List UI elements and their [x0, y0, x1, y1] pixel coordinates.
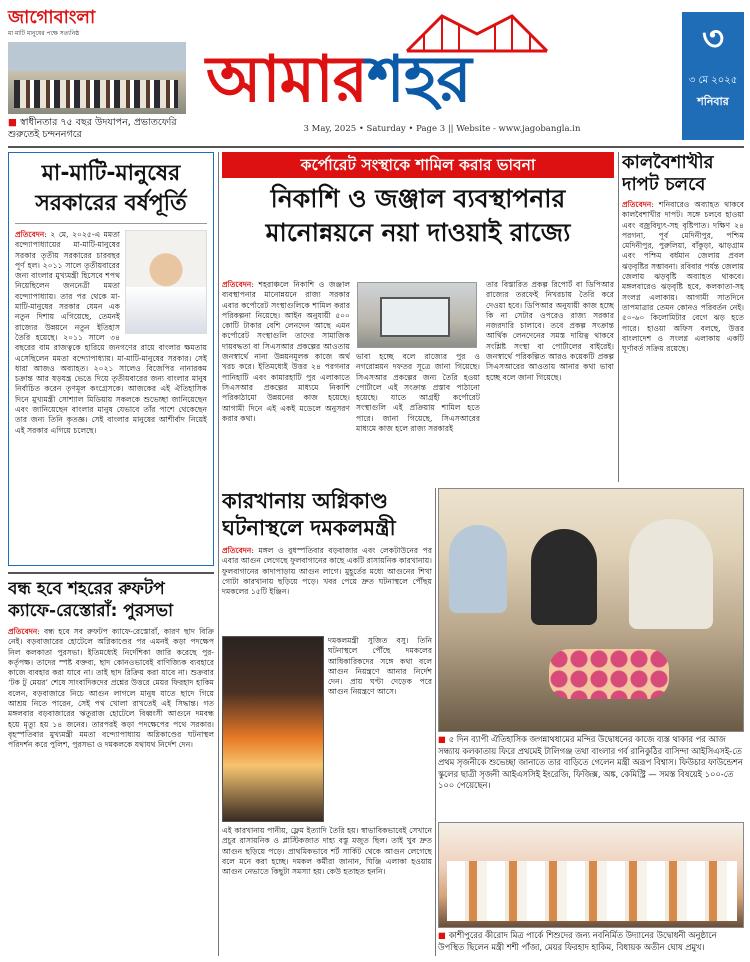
promo-block: [8, 8, 186, 141]
factory-fire-photo: [222, 636, 324, 822]
promo-caption-lead: স্বাধীনতার ৭৫ বছর উদযাপন,: [20, 117, 131, 128]
fire-story-headline: কারখানায় অগ্নিকাণ্ড ঘটনাস্থলে দমকলমন্ত্রী: [222, 489, 396, 540]
left-story: [8, 152, 214, 566]
column-divider-right: [618, 152, 619, 482]
caption-bullet: ■: [438, 734, 449, 744]
logo-title-part1: আমার: [206, 43, 367, 117]
park-inauguration-caption: [438, 930, 744, 953]
bouquet: [549, 649, 669, 699]
logo-title: [206, 44, 471, 116]
promo-tagline: মা মাটি মানুষের পক্ষে সত্যনিষ্ঠ: [8, 30, 80, 37]
date-box: [682, 12, 744, 140]
promo-caption-bullet: ■: [8, 117, 20, 128]
rooftop-story-body: [8, 627, 214, 751]
weather-story-body: [622, 200, 744, 354]
minister-visit-photo: [438, 488, 744, 732]
promo-brand: জাগোবাংলা: [8, 7, 96, 28]
masthead: [0, 0, 750, 140]
center-story-col3: তার বিস্তারিত প্রকল্প রিপোর্ট বা ডিপিআর রাজ্যের তরফেই নিখরচায় তৈরি করে দেওয়া হবে। ডিপিআর অনুযায়ী কাজ হচ্ছে কি না সেটার ওপরেও রাজ্য সরকার নজরদারি চালাবে। তবে প্রকল্প সংক্রান্ত আর্থিক লেনদেনের সমস্ত দায়িত্ব থাকবে সংশ্লিষ্ট সংস্থা বা পোর্টালের বাইরেই। জনস্বার্থে পরিকল্পিত আরও কয়েকটি প্রকল্প সিএসআরের আওতায় আনার কথা ভাবা হচ্ছে বলে জানা গিয়েছে।: [486, 280, 614, 382]
garbage-truck-photo: [357, 282, 477, 348]
issue-date: ৩ মে ২০২৫: [688, 75, 738, 86]
weather-story-text: : শনিবারেও অব্যাহত থাকবে কালবৈশাখীর দাপট। সঙ্গে চলবে হাওয়া এবং বজ্রবিদ্যুৎ-সহ বৃষ্টিপাত। দক্ষিণ ২৪ পরগনা, পূর্ব মেদিনীপুর, পশ্চিম মেদিনীপুর, পুরুলিয়া, বাঁকুড়া, ঝাড়গ্রাম এবং পশ্চিম বর্ধমান জেলায় প্রবল ঝড়বৃষ্টির সম্ভাবনা। রবিবার পর্যন্ত জেলায় জেলায় ঝড়বৃষ্টি অব্যাহত থাকবে। মঙ্গলবারেও ঝড়বৃষ্টি হবে, কলকাতা-সহ সংলগ্ন এলাকায়। আগামী সাতদিনে তাপমাত্রার তেমন কোনও পরিবর্তন নেই। ৫০-৬০ কিলোমিটার বেগে ঝড় হতে পারে। হাওয়া অফিস বলছে, উত্তর বাংলাদেশ ও সংলগ্ন এলাকায় একটি ঘূর্ণাবর্ত সক্রিয় রয়েছে।: [622, 200, 744, 354]
logo-title-part2: শহর: [366, 43, 471, 117]
center-story-col1: [222, 280, 350, 480]
center-story-kicker: কর্পোরেট সংস্থাকে শামিল করার ভাবনা: [222, 152, 614, 178]
column-divider-left: [218, 152, 219, 956]
page-number: ৩: [701, 19, 725, 59]
chief-minister-portrait: [125, 230, 207, 334]
rooftop-story-byline: প্রতিবেদন: [8, 627, 38, 636]
fire-story-byline: প্রতিবেদন: [222, 546, 252, 555]
left-story-byline: প্রতিবেদন: [15, 230, 45, 239]
park-inauguration-photo: [438, 822, 744, 928]
promo-photo: [8, 42, 186, 114]
left-story-text: : ২ মে, ২০২৫-এ মমতা বন্দ্যোপাধ্যায়ের মা-মাটি-মানুষের সরকার তৃতীয় সরকারের চারবছর পূর্ণ হল। ২০১১ সালে তৃতীয়বারের জন্য বাংলার মুখ্যমন্ত্রী হিসেবে শপথ নিয়েছিলেন জননেত্রী মমতা বন্দ্যোপাধ্যায়। তার পর থেকে মা-মাটি-মানুষের সরকার যেমন এক নতুন দিশায় এগিয়েছে, তেমনই রাজ্যের উন্নয়নে নতুন ইতিহাস তৈরি হয়েছে। ২০১১ সালে ৩৪ বছরের বাম রাজত্বকে হারিয়ে জনগণের রায়ে বাংলার ক্ষমতায় এসেছিলেন মমতা বন্দ্যোপাধ্যায়। মা-মাটি-মানুষের সরকার। সেই ধারা আজও অব্যাহত। ২০২১ সালেও বিজেপির নানারকম চক্রান্ত আর ষড়যন্ত্র ভেঙে দিয়ে তৃতীয়বারের জন্য বাংলার মানুষ নির্বাচিত করেন তৃণমূল কংগ্রেসকে। আজকের এই ঐতিহাসিক দিনে মুখ্যমন্ত্রী সোশ্যাল মিডিয়ায় সকলকে শুভেচ্ছা জানিয়েছেন এবং জানিয়েছেন বাংলার মানুষ যেভাবে তাঁর পাশে থেকেছেন তার জন্য তিনি কৃতজ্ঞ। সেই বাংলার মানুষের আশীর্বাদ নিয়েই এই সরকার এগিয়ে চলেছে।: [15, 230, 207, 435]
weather-story: [622, 152, 744, 482]
dignitaries-row: [447, 861, 737, 921]
newspaper-logo: [192, 6, 682, 134]
park-inauguration-caption-text: কাশীপুরের কীরোদ মিত্র পার্কে শিশুদের জন্য নবনির্মিত উদ্যানের উদ্বোধনী অনুষ্ঠানে উপস্থিত ছিলেন মন্ত্রী শশী পাঁজা, মেয়র ফিরহাদ হাকিম, বিধায়ক অতীন ঘোষ প্রমুখ।: [438, 930, 717, 952]
promo-caption-rest: প্রভাতফেরি শুরুতেই চন্দননগরে: [8, 117, 177, 140]
issue-meta: 3 May, 2025 • Saturday • Page 3 || Website - www.jagobangla.in: [303, 124, 581, 134]
rooftop-story-headline: বন্ধ হবে শহরের রুফটপ ক্যাফে-রেস্তোরাঁ: পুরসভা: [8, 572, 214, 622]
person-right: [629, 519, 713, 629]
fire-story-body3: এই কারখানায় পানীয়, ফ্লেম ইত্যাদি তৈরি হয়। স্বাভাবিকভাবেই সেখানে প্রচুর রাসায়নিক ও প্লাস্টিকজাত দাহ্য বস্তু মজুত ছিল। তাই খুব দ্রুত আগুন ছড়িয়ে পড়ে। প্রাথমিকভাবে শর্ট সার্কিট থেকে আগুন লেগেছে বলে মনে করা হচ্ছে। দমকল কর্মীরা জানান, ঘিঞ্জি এলাকা হওয়ায় আগুন নেভাতে কিছুটা সমস্যা হয়। কেউ হতাহত হননি।: [222, 826, 432, 877]
fire-story-body1-text: : মঙ্গল ও বুধস্পতিবার বড়বাজার এবং লেকটাউনের পর এবার আগুন লেগেছে ফুলবাগানের কাছে একটি রাসায়নিক কারখানায়। ফুলবাগানের কাদাপাড়ায় আগুন লাগে। মুহূর্তের মধ্যে আগুনের শিখা গোটা কারখানায় ছড়িয়ে পড়ে। খবর পেয়ে দ্রুত ঘটনাস্থলে পৌঁছয় দমকলের ১৫টি ইঞ্জিন।: [222, 546, 432, 597]
center-story-head: [222, 152, 614, 250]
fire-story-body1: [222, 546, 432, 632]
truck-shape: [380, 297, 450, 337]
center-story-col2: ভাবা হচ্ছে বলে রাজ্যের পুর ও নগরোন্নয়ন দফতর সূত্রে জানা গিয়েছে। সিএসআর প্রকল্পের জন্য তৈরি হওয়া পোর্টালে এই সংক্রান্ত প্রস্তাব পাঠানো হয়েছে। যাতে আগ্রহী কর্পোরেট সংস্থাগুলি এই প্রক্রিয়ায় শামিল হতে পারে। জানা গিয়েছে, সিএসআরের মাধ্যমে কাজ হলে রাজ্য সরকারই: [356, 352, 480, 434]
promo-caption: [8, 117, 186, 141]
rooftop-story-text: : বন্ধ হবে সব রুফটপ ক্যাফে-রেস্তোরাঁ, কারণ ছাদ বিক্রি নেই। বড়বাজারের হোটেলে অগ্নিকাণ্ডের পর এমনই কড়া পদক্ষেপ নিল কলকাতা পুরসভা। ইতিমধ্যেই নির্দেশিকা জারি করেছে পুর-কর্তৃপক্ষ। তাদের স্পষ্ট বক্তব্য, ছাদ কোনওভাবেই বাণিজ্যিক ব্যবহারে কাজে ব্যবহার করা যাবে না। তাই ছাদ রিক্রিয় করা যাবে না। শুক্রবার ‘টক টু মেয়র’ শেষে সাংবাদিকদের প্রশ্নের উত্তরে মেয়র ফিরহাদ হাকিম বলেন, বড়বাজারে নিচে আগুন লাগলে মানুষ যাতে ছাদে গিয়ে আশ্রয় নিতে পারেন, সেই পথ খোলা রাখতেই এই সিদ্ধান্ত। গত মঙ্গলবার বড়বাজারের ঋতুরাজ হোটেলে বিধ্বংসী আগুনে দমবন্ধ হয়ে মৃত্যু হয় ১৪ জনের। তারপরই কড়া পদক্ষেপের পথে সরকার। বৃহস্পতিবার মুখ্যমন্ত্রী মমতা বন্দ্যোপাধ্যায় অগ্নিকাণ্ডের ঘটনাস্থল পরিদর্শন করে পুলিশ, পুরসভা ও দমকলকে যথাযথ নির্দেশ দেন।: [8, 627, 214, 750]
masthead-divider: [8, 146, 744, 148]
caption-bullet-2: ■: [438, 930, 449, 940]
center-story-col1-text: : শহরাঞ্চলে নিকাশি ও জঞ্জাল ব্যবস্থাপনার মানোন্নয়নে রাজ্য সরকার এবার কর্পোরেট সংস্থাগুলিকে শামিল করার পরিকল্পনা নিয়েছে। আইন অনুযায়ী ৫০০ কোটি টাকার বেশি লেনদেন আছে এমন কর্পোরেট সংস্থাগুলি তাদের সামাজিক দায়বদ্ধতা বা সিএসআর প্রকল্পের আওতায় জনস্বার্থে নানা উন্নয়নমূলক কাজে অর্থ খরচ করে। ইতিমধ্যেই উত্তর ২৪ পরগনার পানিহাটি এবং কামারহাটি পুর এলাকাতে সিএসআর প্রকল্পের মাধ্যমে নিকাশি পরিকাঠামো উন্নয়নের কাজ হয়েছে। আগামী দিনে এই একই মডেলে অনুসরণ করার কথা।: [222, 280, 350, 423]
person-left: [449, 525, 507, 613]
weather-story-headline: কালবৈশাখীর দাপট চলবে: [622, 152, 714, 195]
person-middle: [531, 529, 597, 625]
minister-visit-caption-lead: ৫ দিন ব্যাপী ঐতিহাসিক জগন্নাথধামের মন্দির উদ্বোধনের কাজে ব্যস্ত থাকার পর আজ সন্ধ্যায় কলকাতায় ফিরে প্রথমেই: [438, 734, 726, 756]
fire-story-head: [222, 488, 432, 542]
column-divider-center: [435, 488, 436, 956]
minister-visit-caption-rest: টালিগঞ্জ তথা বাংলার গর্ব রানিকুঠির বাসিন্দা আইসিএসই-তে প্রথম সৃজনীকে শুভেচ্ছা জানাতে তার বাড়িতে গেলেন মন্ত্রী অরূপ বিশ্বাস। ফিউচার ফাউন্ডেশন স্কুলের ছাত্রী সৃজনী আইএসসিই ইংরেজি, ফিজিক্স, অঙ্ক, কেমিস্ট্রি — সমস্ত বিষয়েই ১০০-তে ১০০ পেয়েছেন।: [438, 745, 743, 790]
promo-crowd-image: [14, 80, 178, 108]
issue-weekday: শনিবার: [697, 95, 729, 108]
rooftop-story: [8, 572, 214, 956]
center-story-headline: নিকাশি ও জঞ্জাল ব্যবস্থাপনার মানোন্নয়নে নয়া দাওয়াই রাজ্যে: [265, 184, 571, 247]
weather-story-byline: প্রতিবেদন: [622, 200, 652, 209]
minister-visit-caption: [438, 734, 744, 792]
center-story-byline: প্রতিবেদন: [222, 280, 252, 289]
fire-story-body2: দমকলমন্ত্রী সুজিত বসু। তিনি ঘটনাস্থলে পৌঁছে দমকলের আধিকারিকদের সঙ্গে কথা বলে আগুন নিয়ন্ত্রণে আনার নির্দেশ দেন। প্রায় ঘণ্টা দেড়েক পরে আগুন নিয়ন্ত্রণে আসে।: [328, 636, 432, 697]
left-story-headline: মা-মাটি-মানুষের সরকারের বর্ষপূর্তি: [15, 159, 207, 224]
